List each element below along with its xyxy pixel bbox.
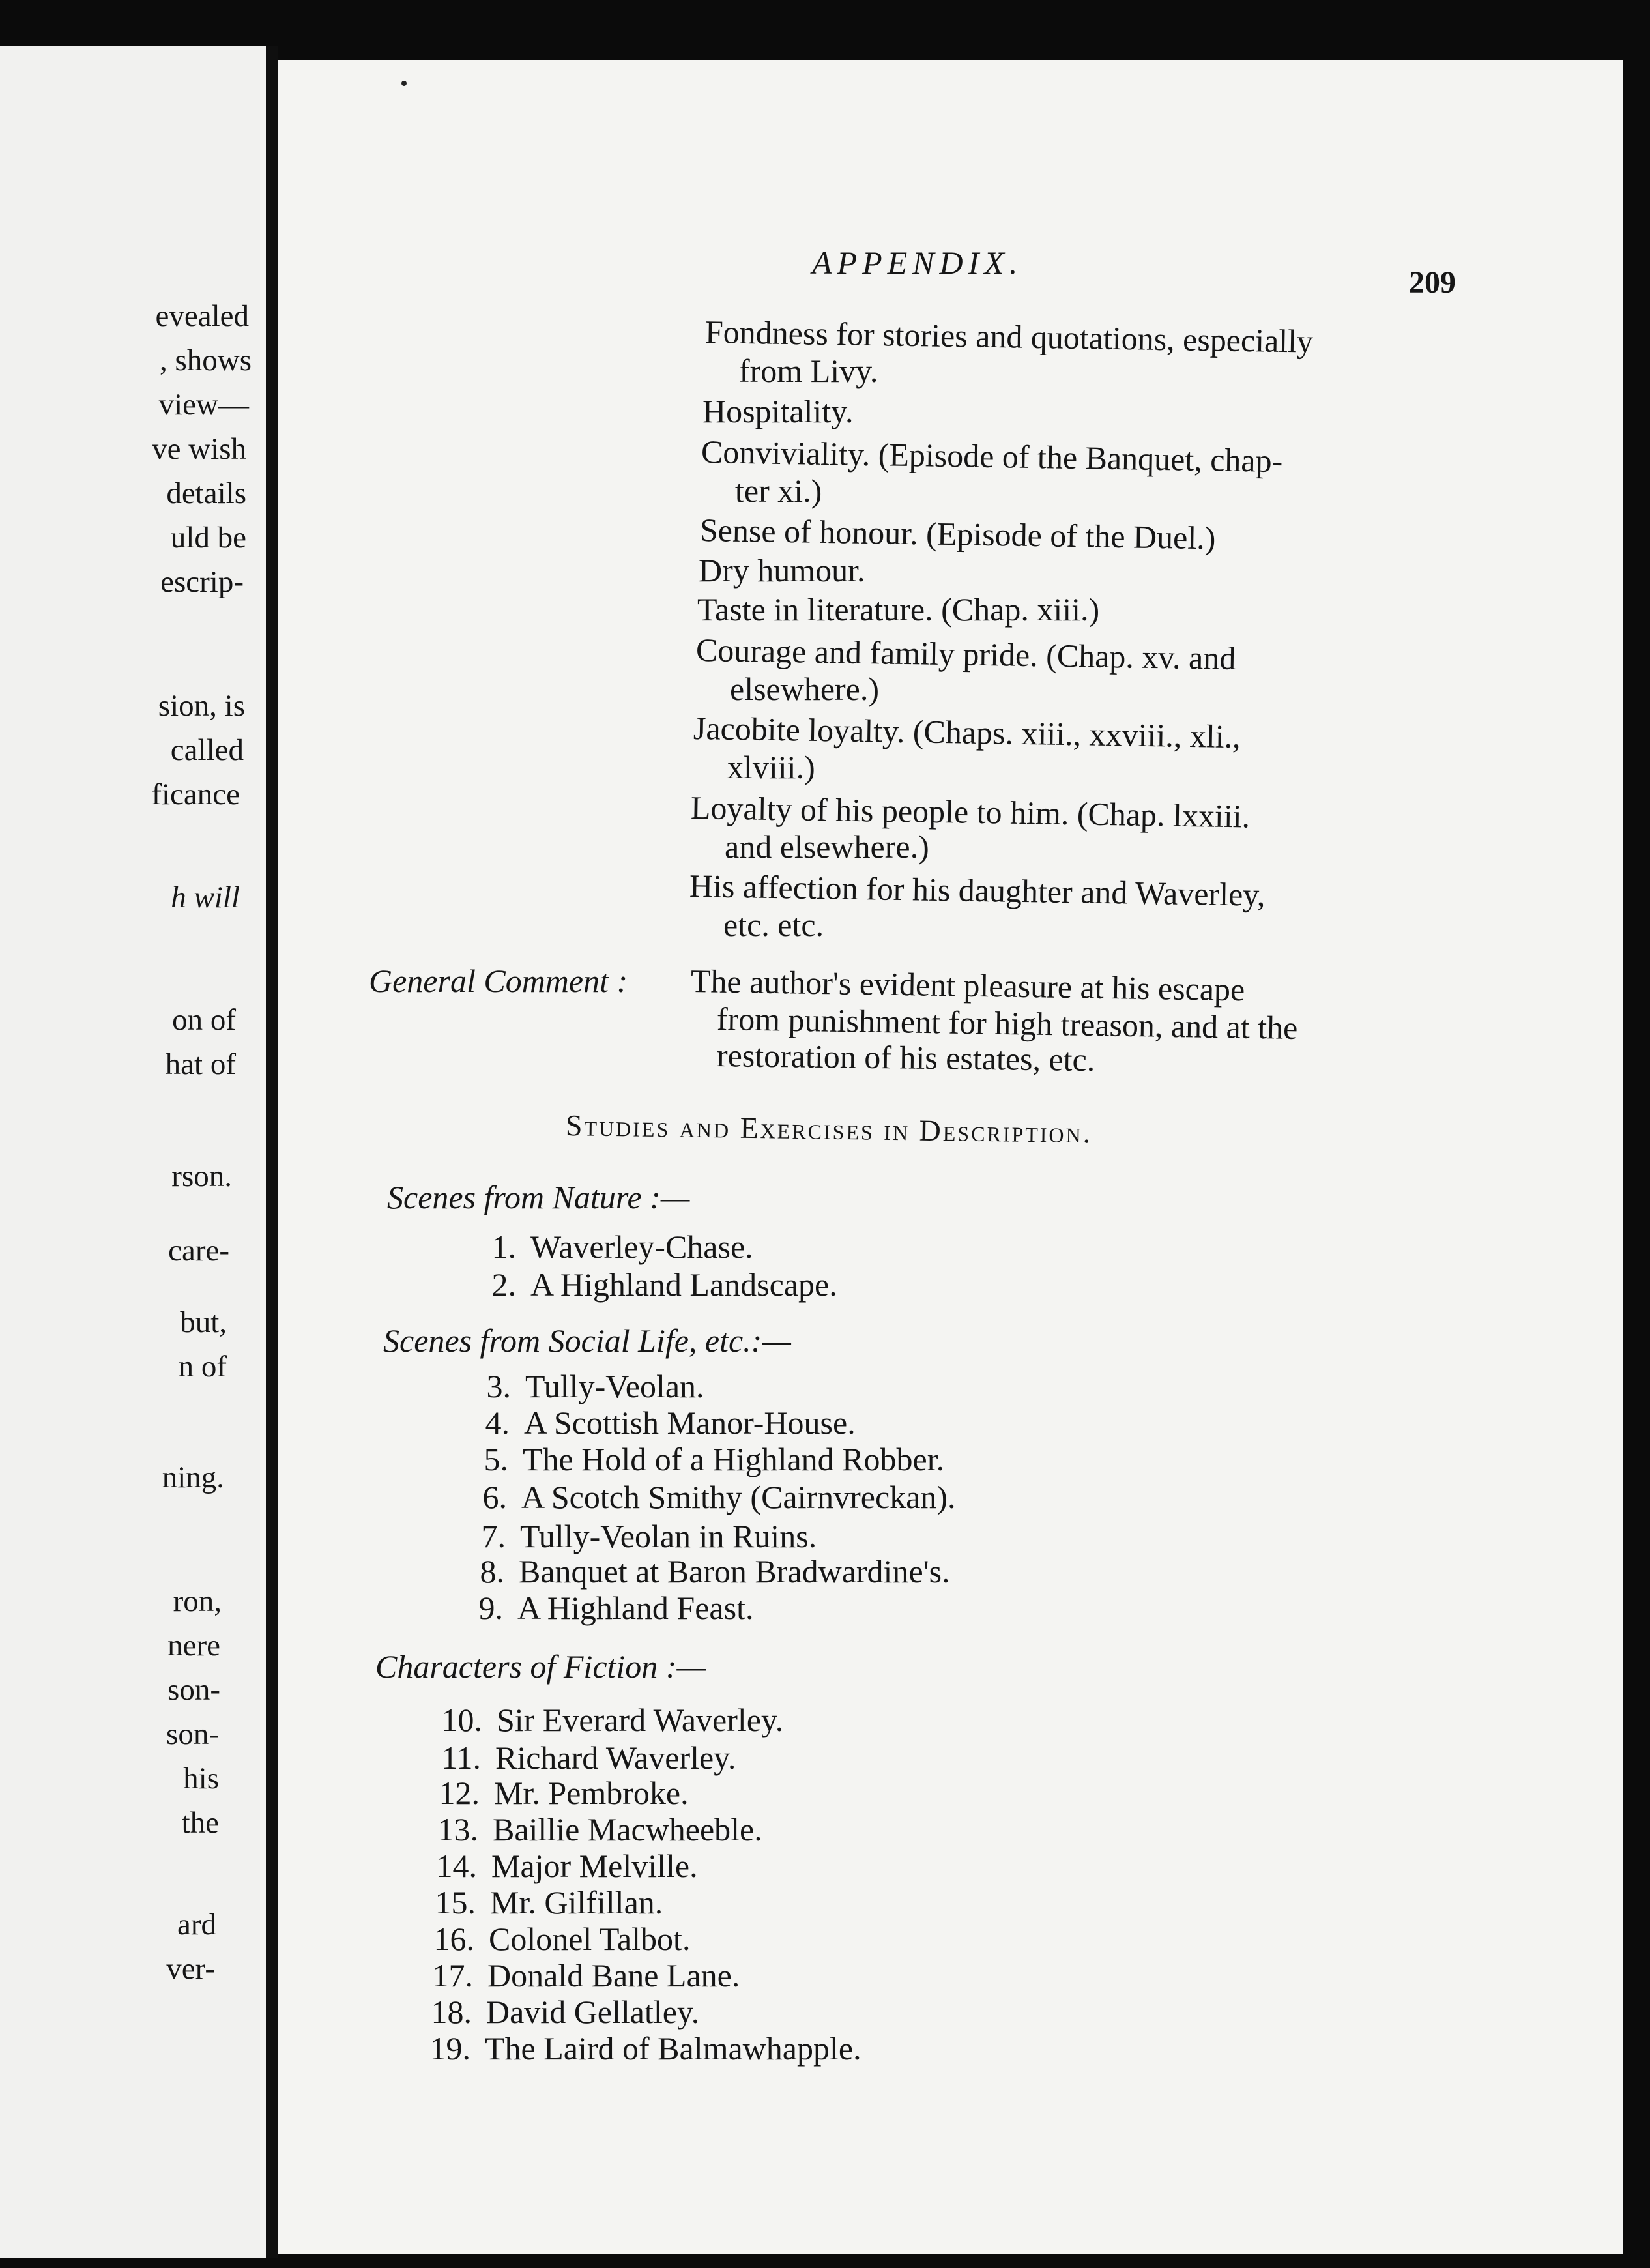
- item-text: David Gellatley.: [486, 1994, 700, 2030]
- item-text: Mr. Gilfillan.: [490, 1884, 663, 1921]
- item-number: 4.: [485, 1404, 510, 1441]
- item-number: 18.: [431, 1994, 472, 2030]
- left-fragment: his: [183, 1762, 219, 1796]
- left-fragment: care-: [168, 1234, 229, 1268]
- list-item: [448, 1370, 704, 1403]
- group-heading: Scenes from Nature :—: [387, 1179, 690, 1215]
- item-number: 14.: [436, 1848, 477, 1884]
- ink-speck: [401, 81, 407, 86]
- list-item: [412, 1923, 690, 1955]
- trait-line: xlviii.): [727, 749, 815, 785]
- general-comment-label: General Comment :: [369, 963, 628, 999]
- item-number: 5.: [484, 1441, 508, 1477]
- book-gutter: [266, 46, 278, 2258]
- item-number: 10.: [441, 1702, 482, 1738]
- list-item: [416, 1813, 762, 1846]
- item-number: 19.: [429, 2030, 470, 2067]
- trait-line: Dry humour.: [699, 552, 865, 589]
- item-text: The Hold of a Highland Robber.: [523, 1441, 945, 1477]
- left-fragment: ver-: [166, 1952, 215, 1986]
- item-number: 9.: [478, 1590, 503, 1626]
- page-title: APPENDIX.: [812, 244, 1023, 281]
- trait-line: and elsewhere.): [725, 828, 929, 865]
- left-fragment: , shows: [159, 343, 252, 377]
- general-comment-line: restoration of his estates, etc.: [716, 1037, 1095, 1079]
- trait-line: His affection for his daughter and Waverley,: [689, 867, 1266, 913]
- left-page: [0, 46, 266, 2258]
- item-text: Tully-Veolan.: [525, 1368, 704, 1404]
- item-text: A Highland Landscape.: [530, 1266, 837, 1303]
- list-item: [443, 1520, 817, 1552]
- trait-line: Fondness for stories and quotations, especially: [704, 313, 1314, 360]
- list-item: [447, 1406, 856, 1439]
- trait-line: Sense of honour. (Episode of the Duel.): [699, 512, 1216, 557]
- general-comment-line: The author's evident pleasure at his escape: [690, 963, 1245, 1008]
- group-heading: Scenes from Social Life, etc.:—: [383, 1322, 791, 1359]
- item-text: Sir Everard Waverley.: [497, 1702, 784, 1738]
- item-number: 11.: [441, 1739, 481, 1776]
- trait-line: Loyalty of his people to him. (Chap. lxxiii.: [690, 789, 1251, 835]
- trait-line: Jacobite loyalty. (Chaps. xiii., xxviii., xli.,: [693, 710, 1241, 755]
- left-fragment: sion, is: [158, 689, 245, 723]
- item-text: Tully-Veolan in Ruins.: [520, 1518, 817, 1554]
- item-number: 6.: [482, 1479, 507, 1515]
- trait-line: ter xi.): [735, 472, 822, 509]
- list-item: [454, 1268, 837, 1301]
- list-item: [408, 2032, 861, 2065]
- item-text: A Highland Feast.: [517, 1590, 754, 1626]
- item-number: 17.: [432, 1957, 473, 1994]
- left-fragment: ron,: [173, 1584, 222, 1618]
- trait-line: from Livy.: [739, 353, 878, 389]
- left-fragment: son-: [167, 1673, 220, 1707]
- list-item: [411, 1959, 740, 1992]
- left-fragment: escrip-: [160, 565, 244, 599]
- left-fragment: nere: [167, 1629, 220, 1663]
- list-item: [409, 1996, 699, 2028]
- trait-line: Hospitality.: [702, 393, 854, 429]
- left-fragment: ve wish: [152, 432, 246, 466]
- list-item: [446, 1443, 944, 1476]
- item-number: 3.: [486, 1368, 511, 1404]
- item-number: 12.: [439, 1775, 480, 1811]
- item-number: 1.: [491, 1228, 516, 1265]
- list-item: [420, 1704, 783, 1736]
- left-fragment: son-: [166, 1717, 219, 1751]
- page-number: 209: [1409, 265, 1456, 300]
- item-number: 16.: [433, 1921, 474, 1957]
- trait-line: Courage and family pride. (Chap. xv. and: [695, 632, 1236, 677]
- left-fragment: view—: [158, 388, 249, 422]
- trait-line: Taste in literature. (Chap. xiii.): [697, 591, 1100, 628]
- left-fragment: h will: [171, 880, 240, 914]
- left-fragment: hat of: [165, 1047, 236, 1081]
- item-text: Waverley-Chase.: [530, 1228, 753, 1265]
- item-text: A Scottish Manor-House.: [524, 1404, 856, 1441]
- item-text: Richard Waverley.: [495, 1739, 736, 1776]
- right-page: [278, 60, 1623, 2254]
- item-text: Donald Bane Lane.: [487, 1957, 740, 1994]
- item-text: Mr. Pembroke.: [494, 1775, 689, 1811]
- trait-line: etc. etc.: [723, 907, 824, 943]
- item-text: Major Melville.: [491, 1848, 698, 1884]
- trait-line: Conviviality. (Episode of the Banquet, chap-: [701, 433, 1283, 480]
- left-fragment: on of: [172, 1003, 236, 1037]
- item-text: Colonel Talbot.: [489, 1921, 691, 1957]
- left-fragment: ard: [177, 1908, 216, 1941]
- list-item: [414, 1850, 698, 1882]
- item-text: The Laird of Balmawhapple.: [485, 2030, 861, 2067]
- left-fragment: the: [181, 1806, 219, 1840]
- left-fragment: called: [170, 733, 244, 767]
- left-fragment: details: [166, 476, 246, 510]
- item-number: 13.: [437, 1811, 478, 1848]
- left-fragment: uld be: [170, 521, 246, 555]
- item-number: 8.: [480, 1553, 504, 1590]
- list-item: [418, 1741, 736, 1774]
- list-item: [441, 1592, 753, 1624]
- list-item: [417, 1777, 689, 1809]
- item-text: Banquet at Baron Bradwardine's.: [519, 1553, 950, 1590]
- list-item: [444, 1481, 956, 1513]
- item-text: Baillie Macwheeble.: [493, 1811, 762, 1848]
- item-number: 7.: [481, 1518, 506, 1554]
- item-number: 2.: [491, 1266, 516, 1303]
- general-comment-line: from punishment for high treason, and at the: [716, 1000, 1298, 1046]
- left-fragment: ficance: [151, 778, 240, 811]
- list-item: [413, 1886, 663, 1919]
- section-title: Studies and Exercises in Description.: [565, 1109, 1093, 1150]
- list-item: [442, 1555, 950, 1588]
- left-fragment: ning.: [162, 1461, 224, 1494]
- list-item: [454, 1230, 753, 1263]
- group-heading: Characters of Fiction :—: [375, 1648, 706, 1685]
- left-fragment: n of: [178, 1350, 227, 1384]
- item-number: 15.: [435, 1884, 476, 1921]
- left-fragment: rson.: [171, 1159, 232, 1193]
- left-fragment: evealed: [155, 299, 249, 333]
- item-text: A Scotch Smithy (Cairnvreckan).: [521, 1479, 956, 1515]
- trait-line: elsewhere.): [730, 671, 880, 707]
- left-fragment: but,: [180, 1305, 227, 1339]
